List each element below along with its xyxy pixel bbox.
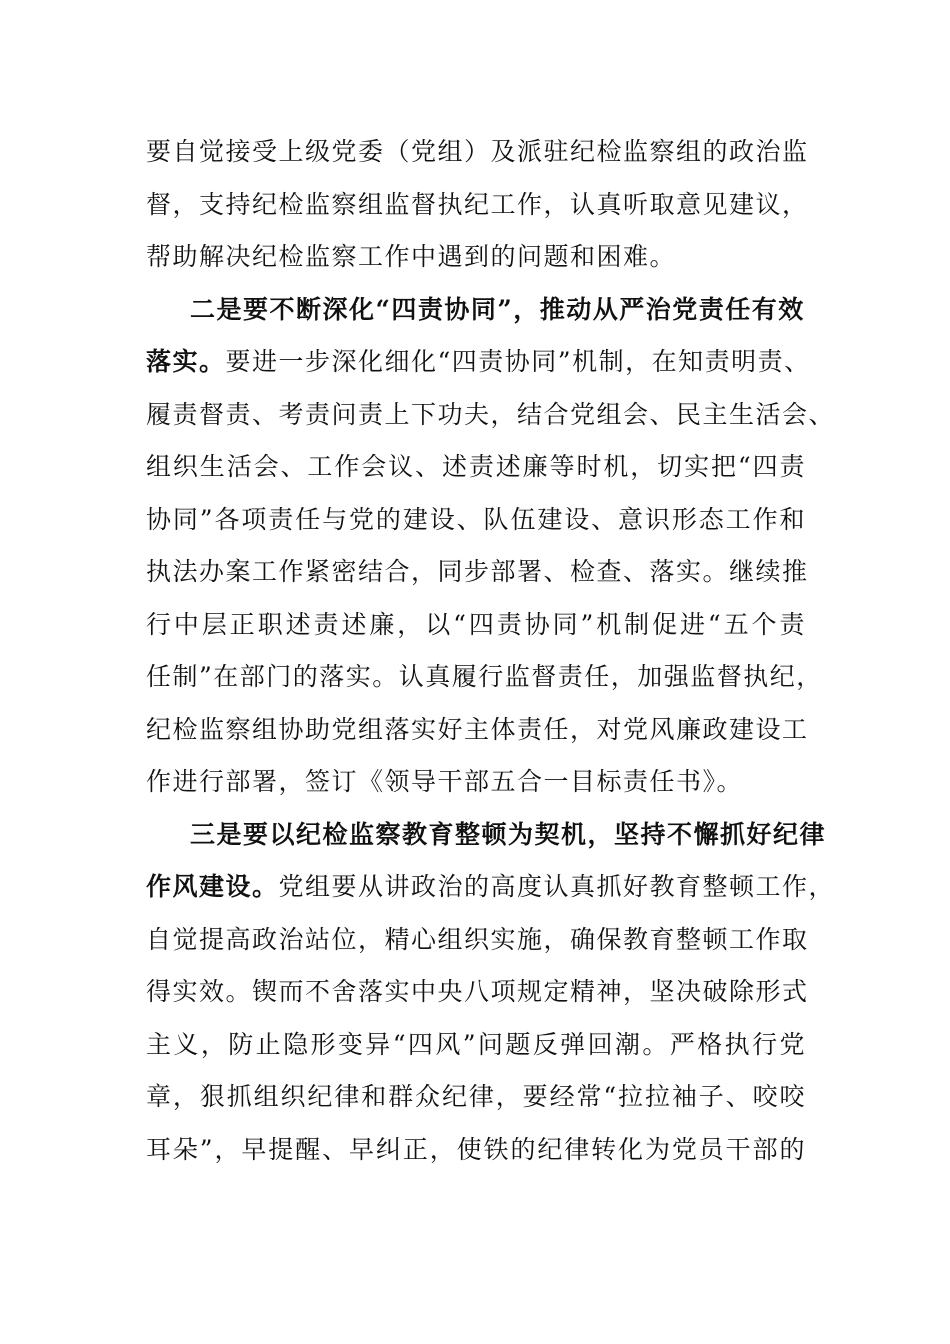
text-span: 党组要从讲政治的高度认真抓好教育整顿工作， bbox=[278, 872, 836, 901]
text-line: 要自觉接受上级党委（党组）及派驻纪检监察组的政治监 bbox=[146, 137, 809, 166]
text-line bbox=[146, 336, 811, 389]
text-line: 主义，防止隐形变异“四风”问题反弹回潮。严格执行党 bbox=[146, 1029, 806, 1059]
text-line: 组织生活会、工作会议、述责述廉等时机，切实把“四责 bbox=[146, 452, 806, 481]
paragraph-2 bbox=[146, 284, 836, 809]
paragraph-heading-end: 落实。 bbox=[146, 347, 226, 376]
text-span: 要进一步深化细化“四责协同”机制，在知责明责、 bbox=[225, 347, 811, 376]
paragraph-3 bbox=[146, 809, 836, 1177]
paragraph-heading-end: 作风建设。 bbox=[146, 872, 279, 901]
text-line: 章，狠抓组织纪律和群众纪律，要经常“拉拉袖子、咬咬 bbox=[146, 1082, 806, 1111]
text-line: 协同”各项责任与党的建设、队伍建设、意识形态工作和 bbox=[146, 504, 806, 534]
text-line: 作进行部署，签订《领导干部五合一目标责任书》。 bbox=[146, 767, 744, 796]
text-line: 自觉提高政治站位，精心组织实施，确保教育整顿工作取 bbox=[146, 924, 809, 954]
paragraph-1 bbox=[146, 126, 809, 284]
text-line: 耳朵”，早提醒、早纠正，使铁的纪律转化为党员干部的 bbox=[146, 1134, 806, 1164]
text-line: 得实效。锲而不舍落实中央八项规定精神，坚决破除形式 bbox=[146, 977, 809, 1006]
text-line: 帮助解决纪检监察工作中遇到的问题和困难。 bbox=[146, 242, 677, 271]
text-line: 纪检监察组协助党组落实好主体责任，对党风廉政建设工 bbox=[146, 714, 809, 744]
text-line: 执法办案工作紧密结合，同步部署、检查、落实。继续推 bbox=[146, 557, 809, 586]
paragraph-heading: 三是要以纪检监察教育整顿为契机，坚持不懈抓好纪律 bbox=[190, 819, 827, 849]
text-line: 行中层正职述责述廉，以“四责协同”机制促进“五个责 bbox=[146, 609, 806, 639]
text-line: 履责督责、考责问责上下功夫，结合党组会、民主生活会、 bbox=[146, 399, 836, 429]
document-page bbox=[146, 126, 836, 1176]
text-line: 任制”在部门的落实。认真履行监督责任，加强监督执纪， bbox=[146, 662, 823, 691]
paragraph-heading: 二是要不断深化“四责协同”，推动从严治党责任有效 bbox=[190, 294, 805, 324]
text-line bbox=[146, 861, 836, 914]
text-line: 督，支持纪检监察组监督执纪工作，认真听取意见建议， bbox=[146, 189, 809, 219]
